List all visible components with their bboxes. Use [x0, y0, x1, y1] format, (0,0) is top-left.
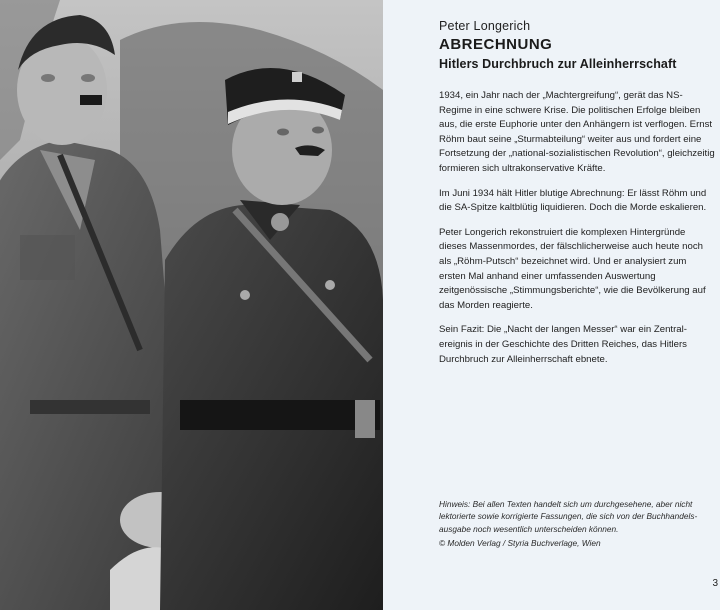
paragraph: 1934, ein Jahr nach der „Machtergreifung“, gerät das NS-Regime in eine schwere Krise. Die politischen Erfolge bleiben aus, die erste Euphorie unter den Anhängern ist verflogen. Ernst Röhm baut seine „Sturmabteilung“ weiter aus und fordert eine Fortsetzung der „national-sozialistischen Revolution“, gleichzeitig formieren sich ultrakonservative Kräfte. — [439, 90, 715, 174]
paragraph: Sein Fazit: Die „Nacht der langen Messer“ war ein Zentral-ereignis in der Geschichte des Dritten Reiches, das Hitlers Durchbruch zur Alleinherrschaft ebnete. — [439, 324, 687, 365]
text-column — [439, 18, 715, 367]
editorial-note: Hinweis: Bei allen Texten handelt sich um durchgesehene, aber nicht lektorierte sowie korrigierte Fassungen, die sich von der Buchhandels-ausgabe noch wesentlich unterscheiden können. — [439, 499, 698, 534]
copyright-line: © Molden Verlag / Styria Buchverlage, Wien — [439, 538, 601, 548]
book-subtitle: Hitlers Durchbruch zur Alleinherrschaft — [439, 57, 677, 71]
paragraph: Im Juni 1934 hält Hitler blutige Abrechnung: Er lässt Röhm und die SA-Spitze kaltblütig liquidieren. Doch die Morde eskalieren. — [439, 187, 707, 214]
paragraph: Peter Longerich rekonstruiert die komplexen Hintergründe dieses Massenmordes, der fälschlicherweise auch heute noch als „Röhm-Putsch“ bezeichnet wird. Und er analysiert zum ersten Mal anhand einer umfassenden Auswertung zeitgenössische „Stimmungsberichte“, wie die Bevölkerung auf das Morden reagierte. — [439, 226, 706, 311]
book-title: ABRECHNUNG — [439, 36, 553, 53]
page-number: 3 — [712, 578, 718, 589]
author-name: Peter Longerich — [439, 19, 531, 33]
